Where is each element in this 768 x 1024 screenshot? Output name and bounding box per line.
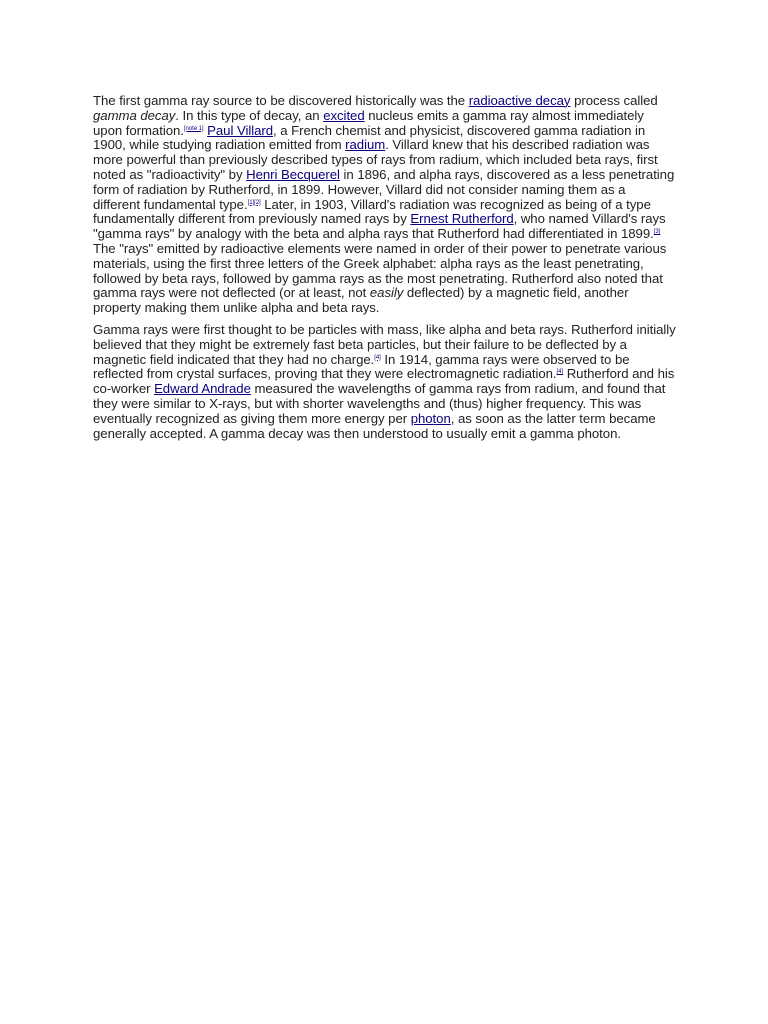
text-run: measured the wavelengths of gamma rays from radium, and found that they were similar to X-rays, but with shorter wavelengths and (thus) higher frequency. This was eventually recognized as giving them more energy per bbox=[93, 381, 666, 426]
text-run: Gamma rays were first thought to be particles with mass, like alpha and beta rays. Rutherford initially believed that they might be extremely fast beta particles, but their failure to be deflected by a magnetic field indicated that they had no charge. bbox=[93, 321, 676, 367]
link-photon[interactable]: photon bbox=[410, 410, 451, 426]
text-run: . Villard knew that his described radiation was more powerful than previously described types of rays from radium, which included beta rays, first noted as "radioactivity" by bbox=[93, 137, 658, 182]
text-run: Rutherford and his co-worker bbox=[93, 366, 675, 397]
text-run: nucleus emits a gamma ray almost immediately upon formation. bbox=[93, 107, 644, 138]
footnote-link-note-1[interactable]: [note 1] bbox=[183, 125, 204, 132]
footnote-ref-1-2 bbox=[248, 200, 261, 206]
link-radioactive-decay[interactable]: radioactive decay bbox=[468, 93, 571, 108]
text-run: in 1896, and alpha rays, discovered as a less penetrating form of radiation by Rutherford, in 1899. However, Villard did not consider naming them as a different fundamental type. bbox=[93, 166, 675, 212]
text-run: , who named Villard's rays "gamma rays" by analogy with the beta and alpha rays that Rutherford had differentiated in 1899. bbox=[93, 211, 666, 242]
article-body bbox=[93, 94, 676, 448]
paragraph-gamma-nature bbox=[93, 323, 676, 441]
text-run: process called bbox=[570, 93, 658, 108]
text-run: In 1914, gamma rays were observed to be reflected from crystal surfaces, proving that they were electromagnetic radiation. bbox=[93, 351, 630, 382]
footnote-link-1-2[interactable]: [1][2] bbox=[247, 199, 261, 206]
paragraph-gamma-discovery bbox=[93, 94, 676, 316]
term-gamma-decay: gamma decay bbox=[93, 107, 176, 123]
link-edward-andrade[interactable]: Edward Andrade bbox=[154, 381, 251, 397]
link-excited[interactable]: excited bbox=[323, 107, 365, 123]
text-run: , a French chemist and physicist, discovered gamma radiation in 1900, while studying radiation emitted from bbox=[93, 122, 646, 153]
footnote-link-3[interactable]: [3] bbox=[653, 229, 661, 236]
footnote-ref-note-1 bbox=[184, 126, 204, 132]
link-radium[interactable]: radium bbox=[345, 137, 386, 153]
text-run: deflected) by a magnetic field, another property making them unlike alpha and beta rays. bbox=[93, 285, 629, 316]
text-run: The first gamma ray source to be discovered historically was the bbox=[93, 93, 469, 108]
link-paul-villard[interactable]: Paul Villard bbox=[207, 122, 274, 138]
text-run: , as soon as the latter term became generally accepted. A gamma decay was then understood to usually emit a gamma photon. bbox=[93, 410, 656, 441]
link-ernest-rutherford[interactable]: Ernest Rutherford bbox=[410, 211, 514, 227]
footnote-link-4[interactable]: [4] bbox=[374, 354, 381, 361]
text-run: Later, in 1903, Villard's radiation was recognized as being of a type fundamentally different from previously named rays by bbox=[93, 196, 651, 227]
footnote-ref-3 bbox=[654, 229, 661, 235]
footnote-link-4[interactable]: [4] bbox=[556, 369, 564, 376]
text-run: . In this type of decay, an bbox=[175, 107, 324, 123]
term-easily: easily bbox=[369, 285, 404, 301]
text-run: The "rays" emitted by radioactive elements were named in order of their power to penetrate various materials, using the first three letters of the Greek alphabet: alpha rays as the least penetrating, followed by beta rays, followed by gamma rays as the most penetrating. Rutherford also noted that gamma rays were not deflected (or at least, not bbox=[93, 240, 667, 301]
link-henri-becquerel[interactable]: Henri Becquerel bbox=[246, 166, 340, 182]
